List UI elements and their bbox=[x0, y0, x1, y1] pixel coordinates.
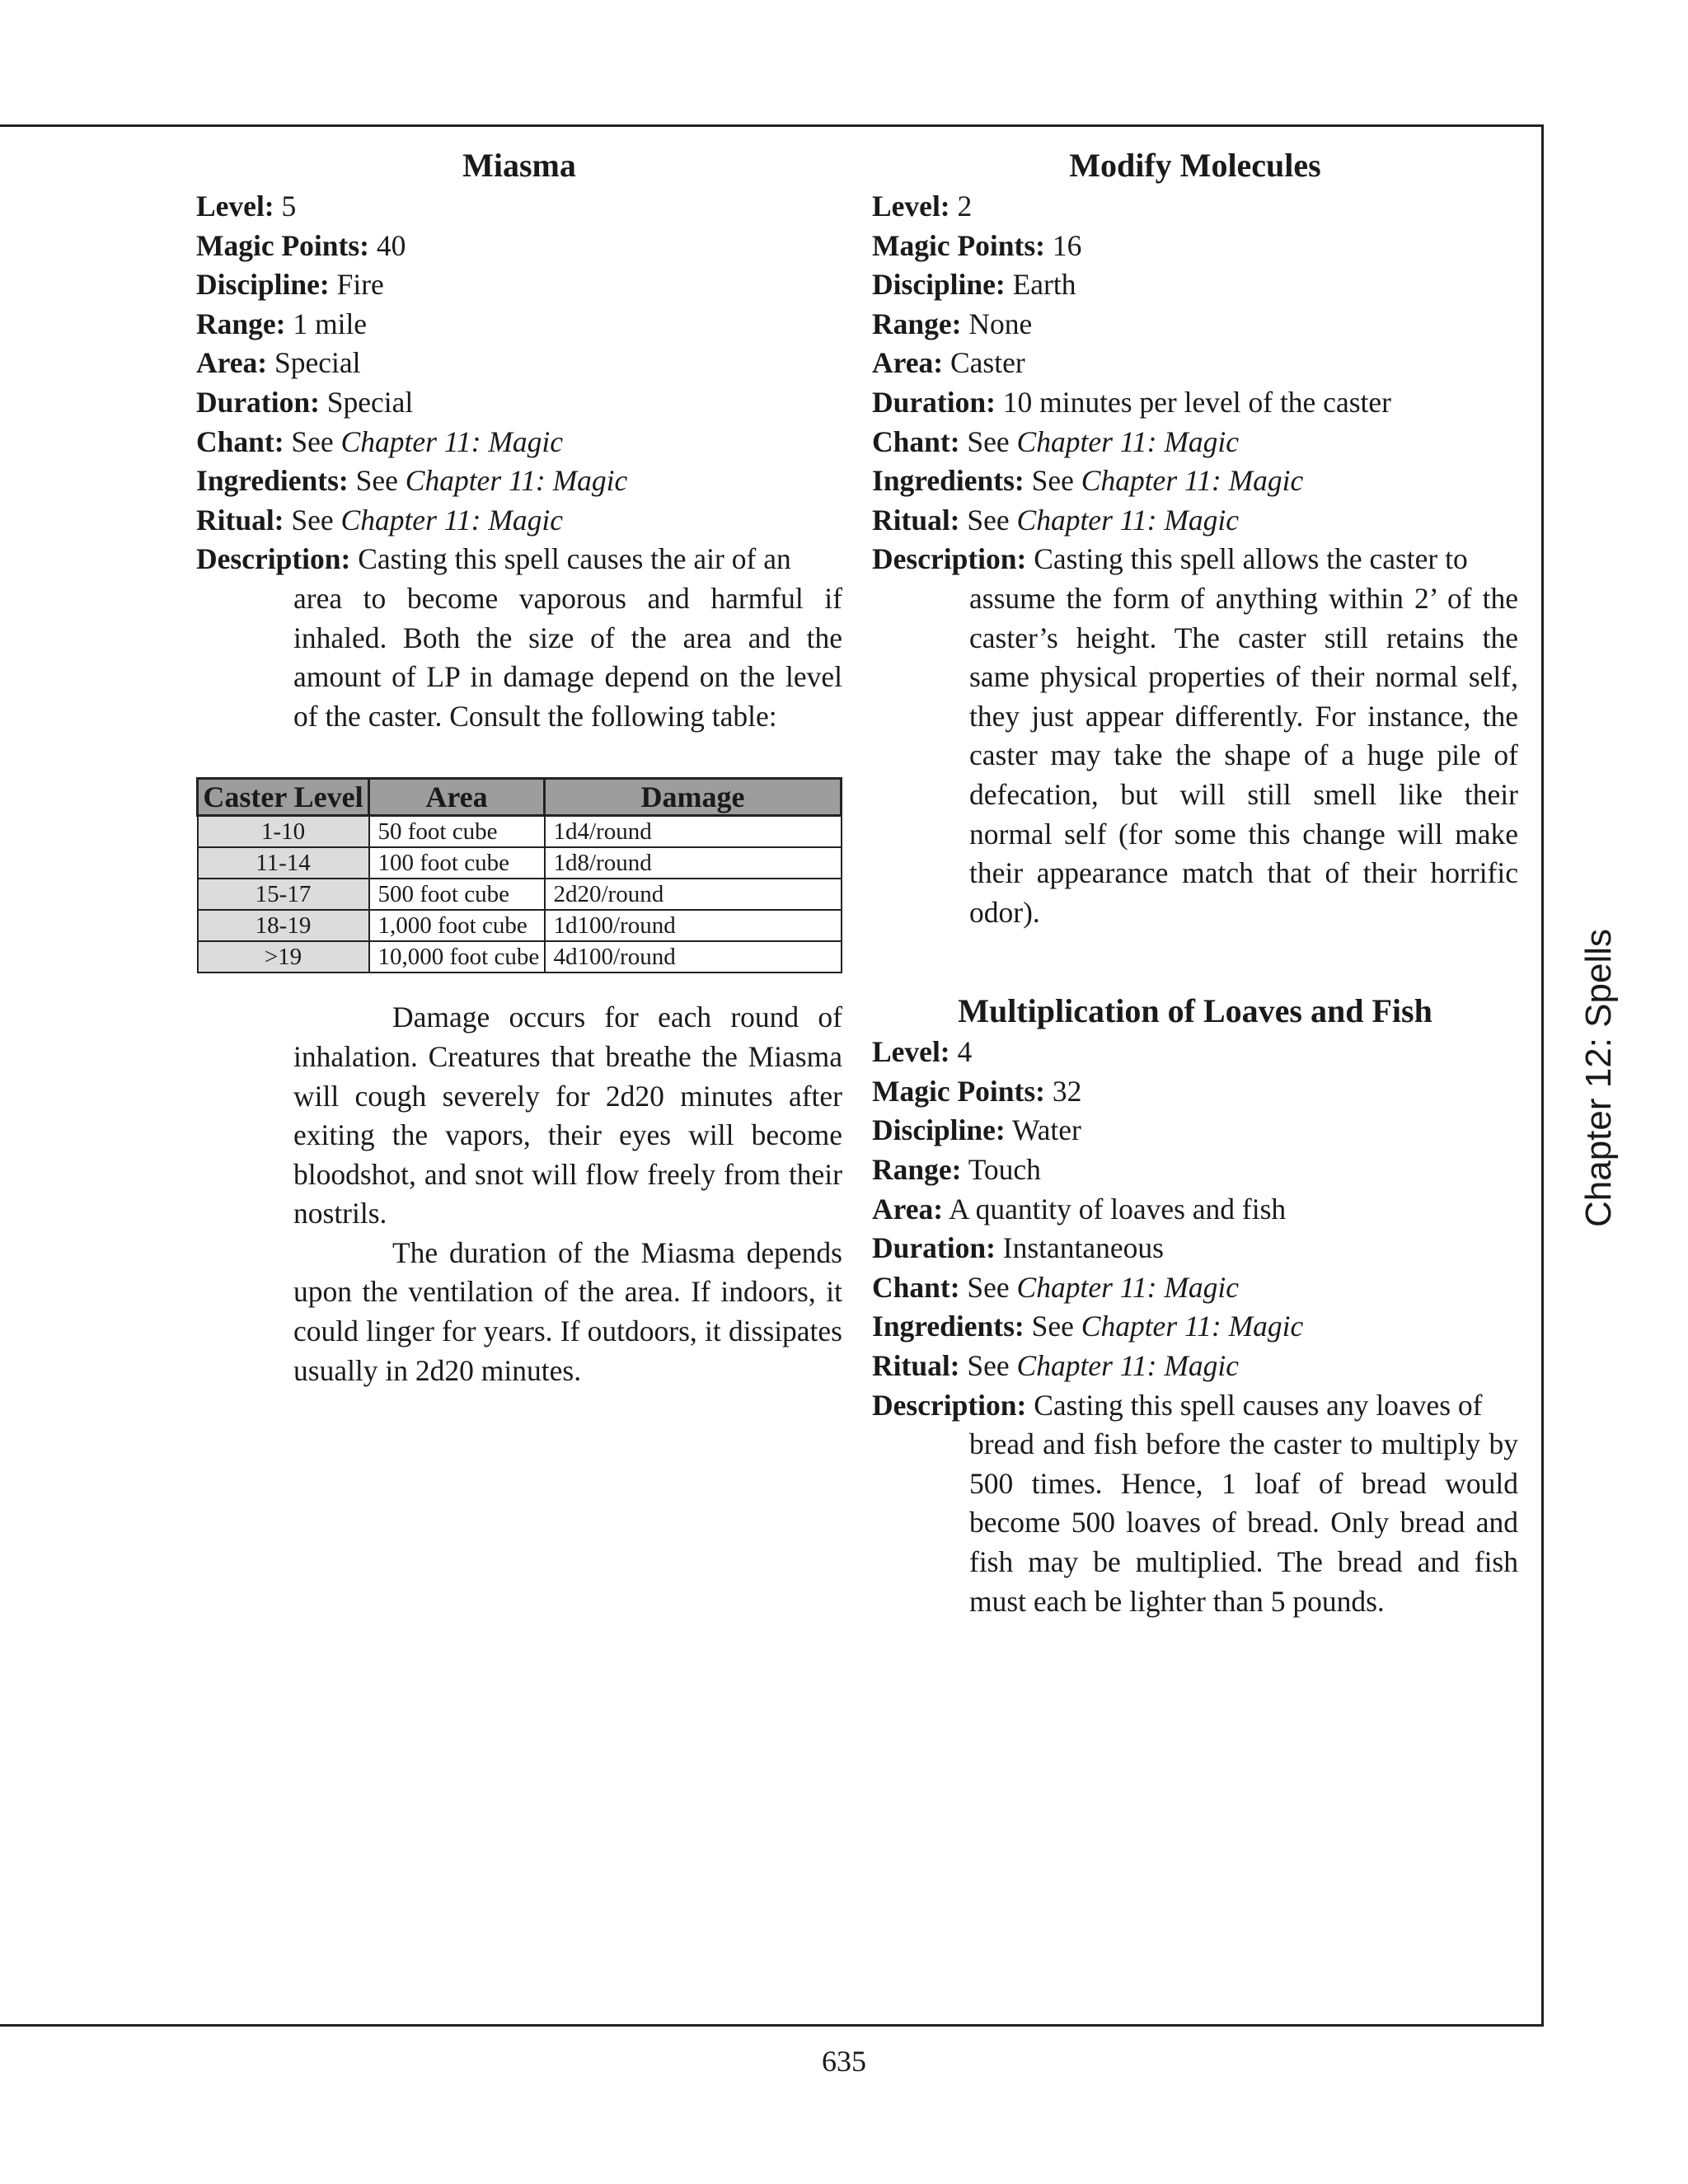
table-cell: 4d100/round bbox=[545, 941, 842, 972]
field-label: Level: bbox=[872, 1035, 950, 1069]
description-continued: bread and fish before the caster to multiply by 500 times. Hence, 1 loaf of bread would become 500 loaves of bread. Only bread and fish may be multiplied. The bread and fish must each be lighter than 5 pounds. bbox=[969, 1427, 1518, 1618]
description-label: Description: bbox=[872, 1388, 1027, 1422]
table-row bbox=[198, 941, 842, 972]
spell-field bbox=[872, 265, 1518, 305]
description-label: Description: bbox=[196, 542, 351, 576]
paragraph-damage: Damage occurs for each round of inhalation. Creatures that breathe the Miasma will cough severely for 2d20 minutes after exiting the vapors, their eyes will become bloodshot, and snot will flow freely from their nostrils. bbox=[293, 1001, 842, 1230]
field-label: Chant: bbox=[196, 424, 284, 458]
table-cell: 1d8/round bbox=[545, 847, 842, 879]
spell-field bbox=[196, 423, 842, 462]
chapter-side-title: Chapter 12: Spells bbox=[1578, 929, 1619, 1227]
spell-field bbox=[872, 227, 1518, 266]
spell-fields bbox=[872, 1033, 1518, 1385]
field-value: 32 bbox=[1052, 1074, 1082, 1108]
field-value: 40 bbox=[376, 228, 406, 262]
spell-field bbox=[872, 305, 1518, 344]
field-label: Chant: bbox=[872, 1270, 960, 1304]
field-value: None bbox=[968, 307, 1033, 340]
right-column bbox=[872, 141, 1518, 1621]
field-value: A quantity of loaves and fish bbox=[949, 1192, 1287, 1226]
table-cell: 10,000 foot cube bbox=[369, 941, 545, 972]
table-cell: 1d100/round bbox=[545, 910, 842, 941]
spell-field bbox=[196, 383, 842, 423]
field-value: Water bbox=[1011, 1113, 1081, 1147]
field-label: Ritual: bbox=[196, 503, 284, 537]
field-value: Caster bbox=[950, 346, 1025, 380]
field-value: Special bbox=[326, 385, 414, 419]
table-header: Damage bbox=[545, 779, 842, 816]
spell-field bbox=[196, 305, 842, 344]
spell-field bbox=[872, 1111, 1518, 1151]
field-label: Range: bbox=[872, 307, 962, 340]
field-value: See bbox=[1031, 1310, 1081, 1343]
spell-title-multiplication: Multiplication of Loaves and Fish bbox=[958, 992, 1432, 1030]
spell-title-miasma: Miasma bbox=[462, 147, 576, 184]
chapter-reference: Chapter 11: Magic bbox=[1081, 1310, 1304, 1343]
spell-fields bbox=[196, 187, 842, 540]
field-value: 16 bbox=[1052, 228, 1082, 262]
field-value: 2 bbox=[957, 190, 973, 223]
chapter-reference: Chapter 11: Magic bbox=[1016, 1270, 1240, 1304]
spell-field bbox=[196, 227, 842, 266]
table-header-row bbox=[198, 779, 842, 816]
field-label: Ingredients: bbox=[872, 1310, 1025, 1343]
spell-field bbox=[196, 501, 842, 541]
description-continued: area to become vaporous and harmful if inhaled. Both the size of the area and the amount of LP in damage depend on the level of the caster. Consult the following table: bbox=[293, 581, 842, 733]
field-value: See bbox=[355, 464, 406, 498]
table-cell: 11-14 bbox=[198, 847, 369, 879]
spell-field bbox=[196, 187, 842, 227]
field-label: Ritual: bbox=[872, 1349, 960, 1383]
spell-field bbox=[872, 1268, 1518, 1308]
chapter-reference: Chapter 11: Magic bbox=[1016, 1349, 1240, 1383]
table-cell: >19 bbox=[198, 941, 369, 972]
table-cell: 2d20/round bbox=[545, 879, 842, 910]
paragraph-duration: The duration of the Miasma depends upon the ventilation of the area. If indoors, it could linger for years. If outdoors, it dissipates usually in 2d20 minutes. bbox=[293, 1235, 842, 1387]
spell-field bbox=[872, 1190, 1518, 1230]
chapter-reference: Chapter 11: Magic bbox=[340, 424, 564, 458]
spell-field bbox=[872, 501, 1518, 541]
damage-table bbox=[196, 777, 842, 973]
spell-field bbox=[196, 462, 842, 501]
table-cell: 18-19 bbox=[198, 910, 369, 941]
description-continued: assume the form of anything within 2’ of the caster’s height. The caster still retains the same physical properties of their normal self, they just appear differently. For instance, the caster may take the shape of a huge pile of defecation, but will still smell like their normal self (for some this change will make their appearance match that of their horrific odor). bbox=[969, 581, 1518, 929]
spell-field bbox=[872, 423, 1518, 462]
chapter-reference: Chapter 11: Magic bbox=[1016, 503, 1240, 537]
field-label: Magic Points: bbox=[872, 228, 1046, 262]
description-first-line: Casting this spell causes the air of an bbox=[358, 542, 791, 576]
description-label: Description: bbox=[872, 542, 1027, 576]
field-value: Instantaneous bbox=[1002, 1231, 1164, 1265]
spell-field bbox=[872, 1307, 1518, 1347]
field-label: Discipline: bbox=[872, 1113, 1006, 1147]
field-label: Range: bbox=[196, 307, 286, 340]
table-cell: 500 foot cube bbox=[369, 879, 545, 910]
table-row bbox=[198, 816, 842, 848]
field-value: See bbox=[291, 503, 341, 537]
table-cell: 1d4/round bbox=[545, 816, 842, 848]
field-label: Area: bbox=[872, 346, 944, 380]
field-value: See bbox=[967, 503, 1017, 537]
page-number: 635 bbox=[822, 2045, 866, 2078]
left-column bbox=[196, 141, 842, 1390]
field-label: Ingredients: bbox=[872, 464, 1025, 498]
spell-description bbox=[196, 540, 842, 579]
field-label: Range: bbox=[872, 1153, 962, 1187]
field-label: Duration: bbox=[872, 385, 996, 419]
spell-field bbox=[872, 1072, 1518, 1112]
table-row bbox=[198, 847, 842, 879]
field-value: See bbox=[291, 424, 341, 458]
chapter-reference: Chapter 11: Magic bbox=[1081, 464, 1304, 498]
chapter-reference: Chapter 11: Magic bbox=[1016, 424, 1240, 458]
field-label: Magic Points: bbox=[872, 1074, 1046, 1108]
field-label: Area: bbox=[196, 346, 268, 380]
field-value: 5 bbox=[281, 190, 297, 223]
spell-field bbox=[872, 1229, 1518, 1268]
table-header: Area bbox=[369, 779, 545, 816]
spell-field bbox=[872, 1347, 1518, 1386]
table-header: Caster Level bbox=[198, 779, 369, 816]
table-cell: 1,000 foot cube bbox=[369, 910, 545, 941]
field-label: Magic Points: bbox=[196, 228, 370, 262]
field-value: See bbox=[967, 1270, 1017, 1304]
field-label: Duration: bbox=[872, 1231, 996, 1265]
field-value: Earth bbox=[1012, 268, 1076, 302]
spell-description bbox=[872, 1386, 1518, 1426]
spell-field bbox=[872, 187, 1518, 227]
field-value: Touch bbox=[968, 1153, 1041, 1187]
table-cell: 100 foot cube bbox=[369, 847, 545, 879]
table-cell: 50 foot cube bbox=[369, 816, 545, 848]
table-row bbox=[198, 910, 842, 941]
spell-title-modify-molecules: Modify Molecules bbox=[1069, 147, 1321, 184]
field-label: Discipline: bbox=[872, 268, 1006, 302]
table-cell: 15-17 bbox=[198, 879, 369, 910]
field-value: Special bbox=[274, 346, 361, 380]
spell-field bbox=[196, 265, 842, 305]
field-label: Duration: bbox=[196, 385, 320, 419]
field-label: Level: bbox=[872, 190, 950, 223]
field-value: 1 mile bbox=[293, 307, 368, 340]
field-value: See bbox=[967, 424, 1017, 458]
description-first-line: Casting this spell causes any loaves of bbox=[1034, 1388, 1483, 1422]
field-label: Level: bbox=[196, 190, 274, 223]
spell-field bbox=[872, 462, 1518, 501]
spell-field bbox=[196, 344, 842, 383]
field-value: Fire bbox=[336, 268, 384, 302]
spell-field bbox=[872, 383, 1518, 423]
field-value: See bbox=[1031, 464, 1081, 498]
table-cell: 1-10 bbox=[198, 816, 369, 848]
chapter-reference: Chapter 11: Magic bbox=[340, 503, 564, 537]
field-value: 4 bbox=[957, 1035, 973, 1069]
spell-fields bbox=[872, 187, 1518, 540]
field-label: Chant: bbox=[872, 424, 960, 458]
spell-field bbox=[872, 1151, 1518, 1190]
field-value: See bbox=[967, 1349, 1017, 1383]
table-row bbox=[198, 879, 842, 910]
field-label: Ritual: bbox=[872, 503, 960, 537]
field-label: Ingredients: bbox=[196, 464, 349, 498]
spell-description bbox=[872, 540, 1518, 579]
field-label: Area: bbox=[872, 1192, 944, 1226]
spell-field bbox=[872, 1033, 1518, 1072]
chapter-reference: Chapter 11: Magic bbox=[405, 464, 628, 498]
description-first-line: Casting this spell allows the caster to bbox=[1034, 542, 1468, 576]
field-label: Discipline: bbox=[196, 268, 330, 302]
spell-field bbox=[872, 344, 1518, 383]
field-value: 10 minutes per level of the caster bbox=[1002, 385, 1391, 419]
